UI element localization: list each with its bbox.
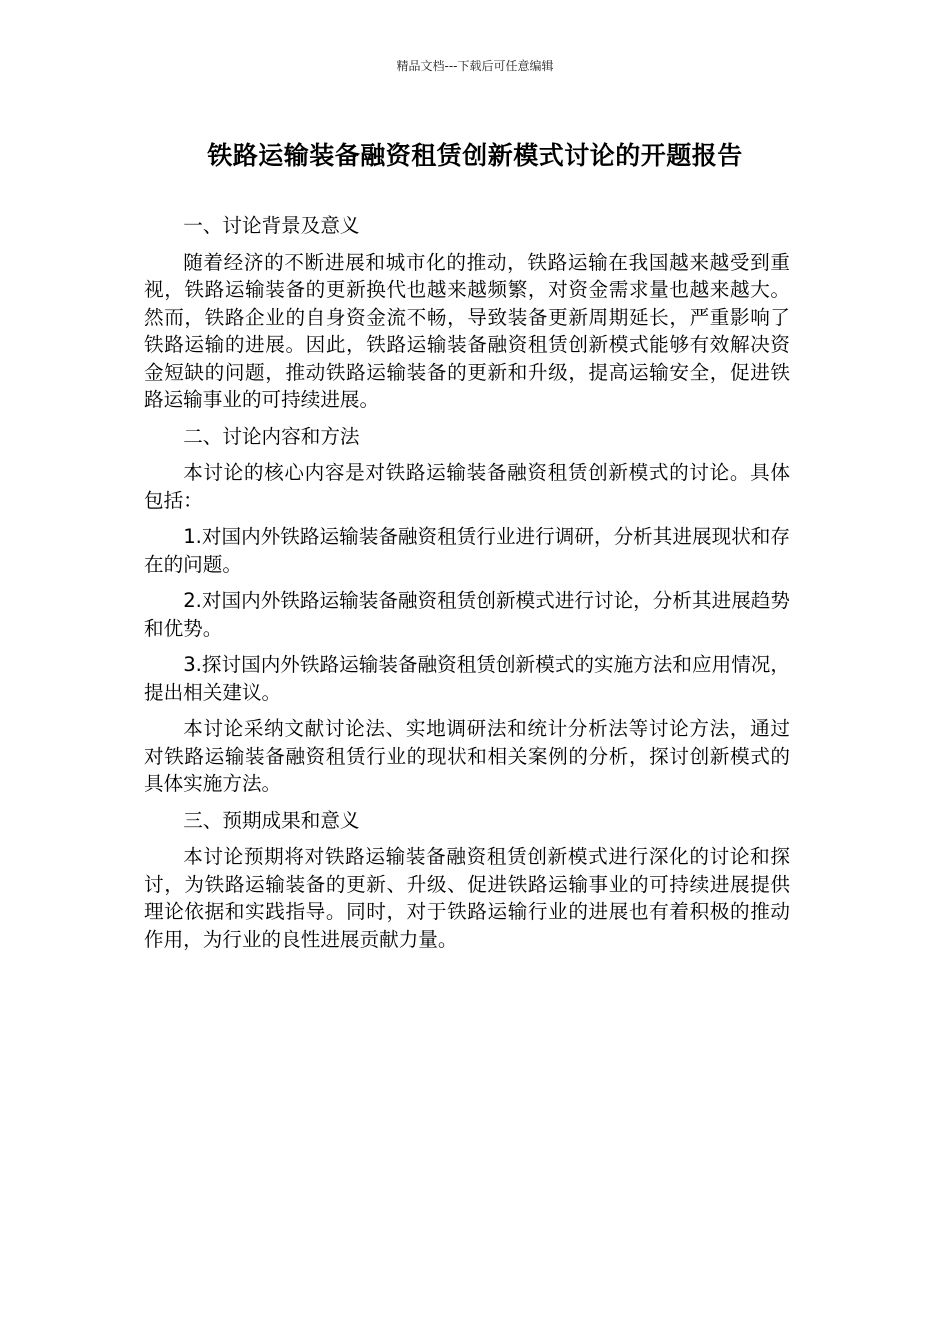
section-heading: 一、讨论背景及意义 [183,214,360,237]
body-paragraph: 随着经济的不断进展和城市化的推动，铁路运输在我国越来越受到重视，铁路运输装备的更新换代也越来越频繁，对资金需求量也越来越大。然而，铁路企业的自身资金流不畅，导致装备更新周期延长，严重影响了铁路运输的进展。因此，铁路运输装备融资租赁创新模式能够有效解决资金短缺的问题，推动铁路运输装备的更新和升级，提高运输安全，促进铁路运输事业的可持续进展。 [144,250,790,411]
document-body [144,212,790,962]
page-header-note: 精品文档---下载后可任意编辑 [396,59,554,73]
list-item: 2.对国内外铁路运输装备融资租赁创新模式进行讨论，分析其进展趋势和优势。 [144,589,790,640]
document-title: 铁路运输装备融资租赁创新模式讨论的开题报告 [207,141,743,170]
list-item: 3.探讨国内外铁路运输装备融资租赁创新模式的实施方法和应用情况，提出相关建议。 [144,653,790,704]
body-paragraph: 本讨论预期将对铁路运输装备融资租赁创新模式进行深化的讨论和探讨，为铁路运输装备的更新、升级、促进铁路运输事业的可持续进展提供理论依据和实践指导。同时，对于铁路运输行业的进展也有着积极的推动作用，为行业的良性进展贡献力量。 [144,845,790,951]
list-item: 1.对国内外铁路运输装备融资租赁行业进行调研，分析其进展现状和存在的问题。 [144,525,790,576]
section-heading: 二、讨论内容和方法 [183,424,360,448]
body-paragraph: 本讨论采纳文献讨论法、实地调研法和统计分析法等讨论方法，通过对铁路运输装备融资租赁行业的现状和相关案例的分析，探讨创新模式的具体实施方法。 [144,717,790,795]
body-paragraph: 本讨论的核心内容是对铁路运输装备融资租赁创新模式的讨论。具体包括： [144,461,790,512]
section-heading: 三、预期成果和意义 [183,808,360,832]
